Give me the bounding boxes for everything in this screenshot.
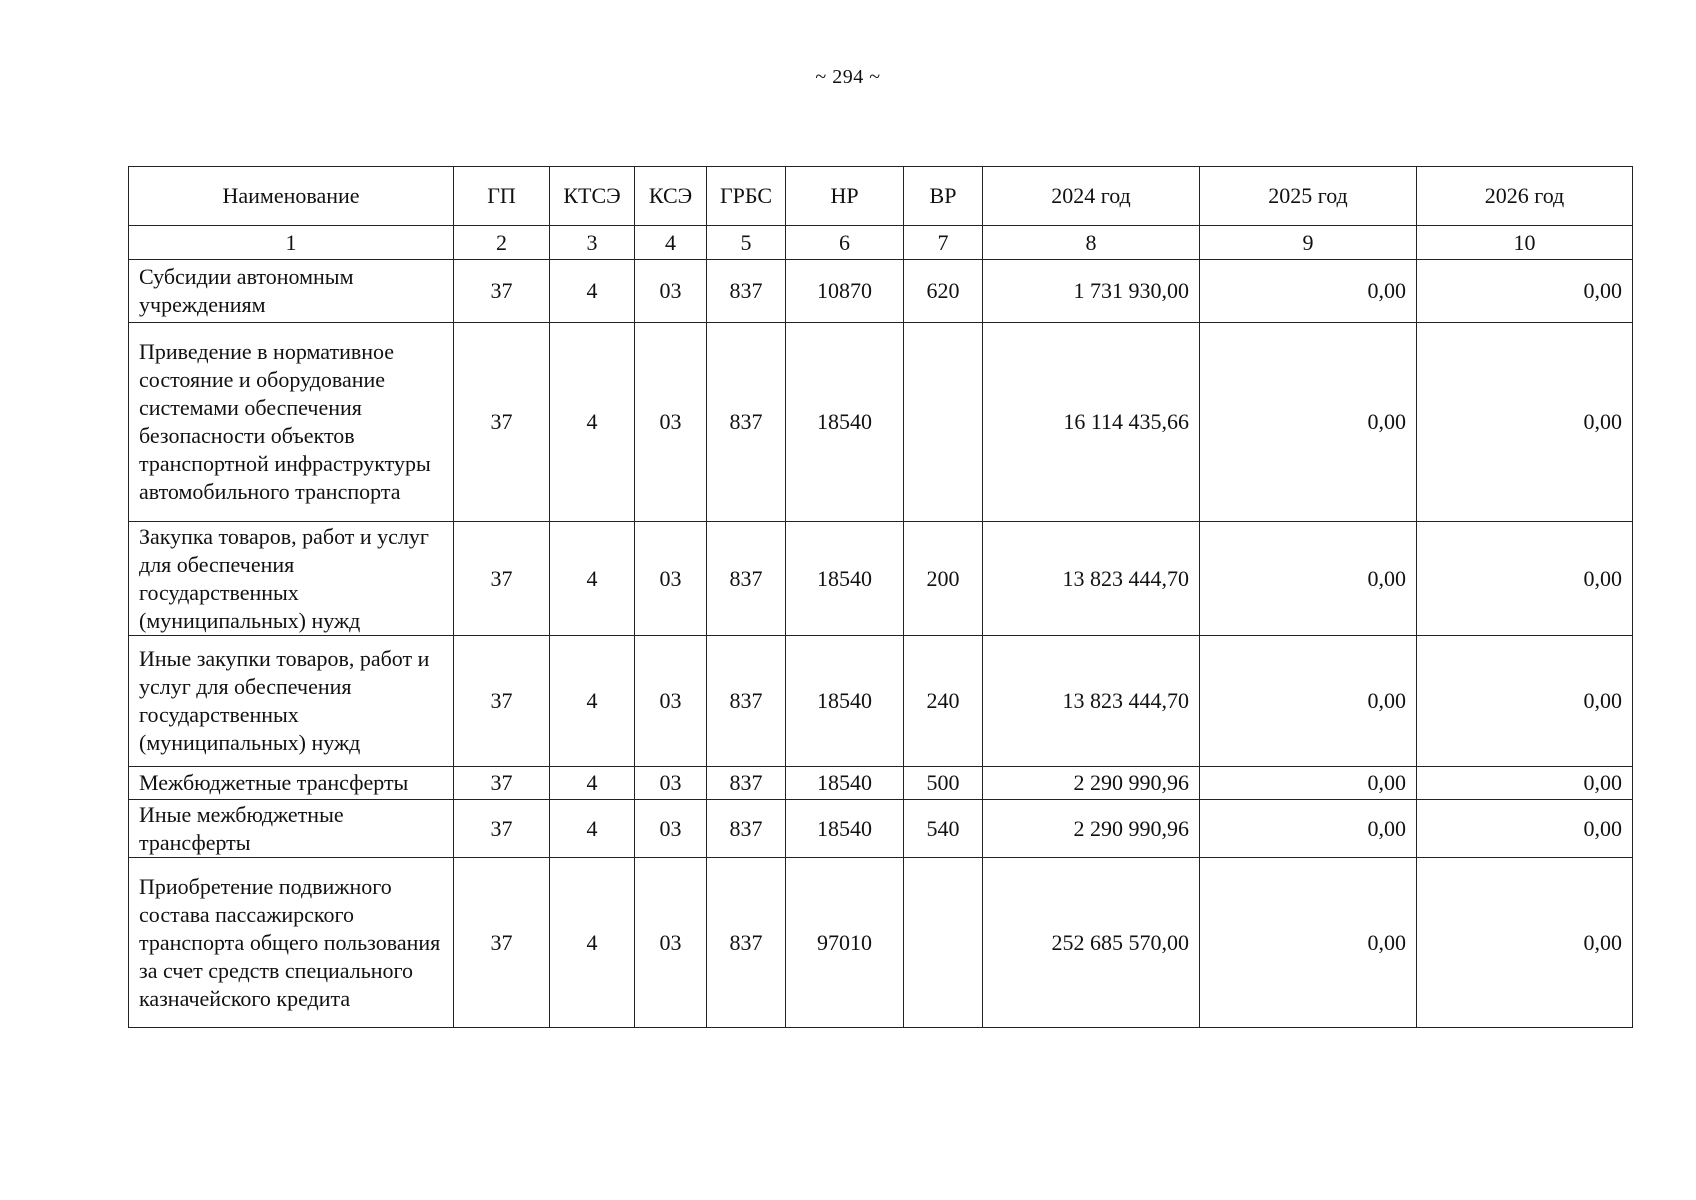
- column-header: НР: [786, 167, 904, 226]
- cell-nr: 18540: [786, 800, 904, 858]
- column-number: 5: [707, 226, 786, 260]
- column-number: 3: [550, 226, 635, 260]
- header-row: [129, 167, 1633, 226]
- cell-gp: 37: [454, 323, 550, 522]
- cell-2024: 2 290 990,96: [983, 800, 1200, 858]
- column-number: 7: [904, 226, 983, 260]
- cell-ktse: 4: [550, 323, 635, 522]
- cell-kse: 03: [635, 800, 707, 858]
- cell-2025: 0,00: [1200, 858, 1417, 1028]
- row-name: Закупка товаров, работ и услуг для обеспечения государственных (муниципальных) нужд: [129, 522, 454, 636]
- cell-vr: 200: [904, 522, 983, 636]
- column-number: 6: [786, 226, 904, 260]
- table-row: [129, 636, 1633, 767]
- cell-ktse: 4: [550, 260, 635, 323]
- row-name: Иные межбюджетные трансферты: [129, 800, 454, 858]
- cell-ktse: 4: [550, 636, 635, 767]
- column-header: 2026 год: [1417, 167, 1633, 226]
- table-row: [129, 800, 1633, 858]
- cell-nr: 18540: [786, 522, 904, 636]
- cell-gp: 37: [454, 522, 550, 636]
- cell-gp: 37: [454, 767, 550, 800]
- table-row: [129, 260, 1633, 323]
- column-number: 8: [983, 226, 1200, 260]
- cell-vr: [904, 323, 983, 522]
- cell-2024: 16 114 435,66: [983, 323, 1200, 522]
- cell-2025: 0,00: [1200, 800, 1417, 858]
- table-row: [129, 858, 1633, 1028]
- table-row: [129, 767, 1633, 800]
- cell-ktse: 4: [550, 858, 635, 1028]
- cell-2026: 0,00: [1417, 767, 1633, 800]
- cell-2026: 0,00: [1417, 522, 1633, 636]
- cell-nr: 18540: [786, 323, 904, 522]
- column-number: 2: [454, 226, 550, 260]
- row-name: Субсидии автономным учреждениям: [129, 260, 454, 323]
- cell-kse: 03: [635, 323, 707, 522]
- cell-kse: 03: [635, 522, 707, 636]
- cell-2025: 0,00: [1200, 636, 1417, 767]
- column-header: ГП: [454, 167, 550, 226]
- column-header: КТСЭ: [550, 167, 635, 226]
- cell-gp: 37: [454, 800, 550, 858]
- cell-nr: 97010: [786, 858, 904, 1028]
- cell-2026: 0,00: [1417, 858, 1633, 1028]
- cell-2026: 0,00: [1417, 636, 1633, 767]
- cell-ktse: 4: [550, 800, 635, 858]
- budget-table: [128, 166, 1633, 1028]
- cell-gp: 37: [454, 636, 550, 767]
- cell-vr: 540: [904, 800, 983, 858]
- cell-ktse: 4: [550, 522, 635, 636]
- table-row: [129, 323, 1633, 522]
- cell-nr: 10870: [786, 260, 904, 323]
- cell-2026: 0,00: [1417, 323, 1633, 522]
- row-name: Иные закупки товаров, работ и услуг для обеспечения государственных (муниципальных) нужд: [129, 636, 454, 767]
- cell-2024: 2 290 990,96: [983, 767, 1200, 800]
- table-row: [129, 522, 1633, 636]
- cell-kse: 03: [635, 858, 707, 1028]
- column-number: 1: [129, 226, 454, 260]
- cell-2025: 0,00: [1200, 522, 1417, 636]
- cell-vr: [904, 858, 983, 1028]
- cell-grbs: 837: [707, 858, 786, 1028]
- cell-kse: 03: [635, 260, 707, 323]
- column-header: ГРБС: [707, 167, 786, 226]
- cell-nr: 18540: [786, 767, 904, 800]
- cell-gp: 37: [454, 260, 550, 323]
- cell-grbs: 837: [707, 260, 786, 323]
- cell-2026: 0,00: [1417, 800, 1633, 858]
- column-number: 4: [635, 226, 707, 260]
- cell-2024: 13 823 444,70: [983, 636, 1200, 767]
- cell-2026: 0,00: [1417, 260, 1633, 323]
- column-number: 10: [1417, 226, 1633, 260]
- cell-gp: 37: [454, 858, 550, 1028]
- cell-grbs: 837: [707, 522, 786, 636]
- cell-2025: 0,00: [1200, 323, 1417, 522]
- column-header: КСЭ: [635, 167, 707, 226]
- cell-grbs: 837: [707, 767, 786, 800]
- column-header: ВР: [904, 167, 983, 226]
- cell-nr: 18540: [786, 636, 904, 767]
- cell-vr: 500: [904, 767, 983, 800]
- column-header: 2025 год: [1200, 167, 1417, 226]
- column-header: 2024 год: [983, 167, 1200, 226]
- column-header: Наименование: [129, 167, 454, 226]
- cell-2024: 13 823 444,70: [983, 522, 1200, 636]
- cell-vr: 240: [904, 636, 983, 767]
- row-name: Межбюджетные трансферты: [129, 767, 454, 800]
- cell-kse: 03: [635, 767, 707, 800]
- cell-kse: 03: [635, 636, 707, 767]
- page-number: ~ 294 ~: [815, 66, 881, 88]
- cell-2025: 0,00: [1200, 260, 1417, 323]
- column-number: 9: [1200, 226, 1417, 260]
- row-name: Приобретение подвижного состава пассажирского транспорта общего пользования за счет средств специального казначейского кредита: [129, 858, 454, 1028]
- cell-2024: 252 685 570,00: [983, 858, 1200, 1028]
- cell-2025: 0,00: [1200, 767, 1417, 800]
- column-number-row: [129, 226, 1633, 260]
- cell-grbs: 837: [707, 800, 786, 858]
- cell-grbs: 837: [707, 636, 786, 767]
- cell-vr: 620: [904, 260, 983, 323]
- cell-ktse: 4: [550, 767, 635, 800]
- row-name: Приведение в нормативное состояние и оборудование системами обеспечения безопасности объектов транспортной инфраструктуры автомобильного транспорта: [129, 323, 454, 522]
- cell-2024: 1 731 930,00: [983, 260, 1200, 323]
- cell-grbs: 837: [707, 323, 786, 522]
